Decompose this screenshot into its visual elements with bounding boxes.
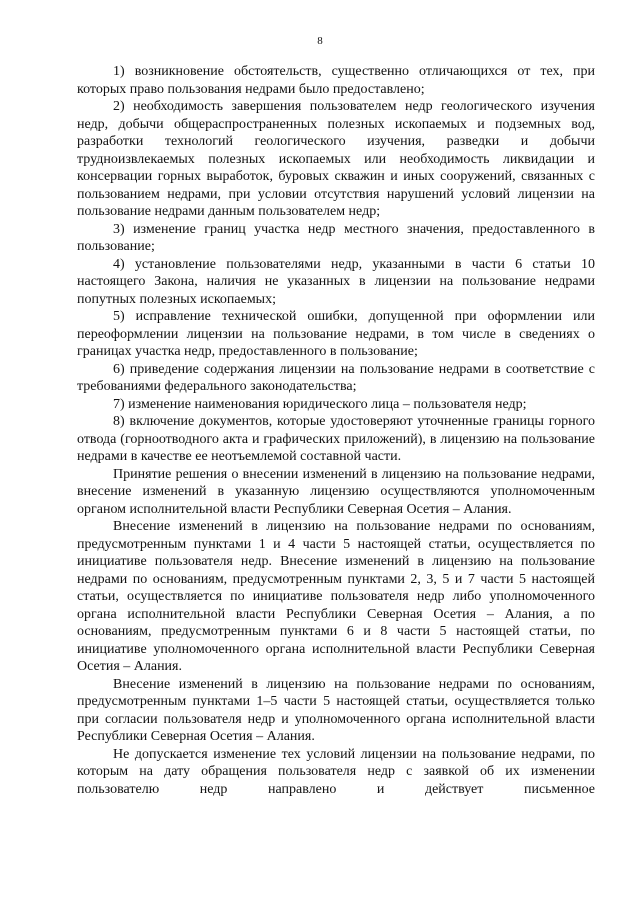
paragraph-initiative: Внесение изменений в лицензию на пользование недрами по основаниям, предусмотренным пунктами 1 и 4 части 5 настоящей статьи, осуществляется по инициативе пользователя недр. Внесение изменений в лицензию на пользование недрами по основаниям, предусмотренным пунктами 2, 3, 5 и 7 части 5 настоящей статьи, осуществляется по инициативе пользователя недр либо уполномоченного органа исполнительной власти Республики Северная Осетия – Алания, а по основаниям, предусмотренным пунктами 6 и 8 части 5 настоящей статьи, по инициативе уполномоченного органа исполнительной власти Республики Северная Осетия – Алания. bbox=[77, 519, 595, 674]
paragraph-item-7: 7) изменение наименования юридического лица – пользователя недр; bbox=[113, 396, 527, 412]
paragraph-item-3: 3) изменение границ участка недр местного значения, предоставленного в пользование; bbox=[77, 221, 595, 254]
paragraph-prohibition: Не допускается изменение тех условий лицензии на пользование недрами, по которым на дату обращения пользователя недр с заявкой об их изменении пользователю недр направлено и действует письменное bbox=[77, 746, 595, 797]
document-body bbox=[77, 63, 595, 798]
paragraph-item-8: 8) включение документов, которые удостоверяют уточненные границы горного отвода (горноотводного акта и графических приложений), в лицензию на пользование недрами в качестве ее неотъемлемой составной части. bbox=[77, 414, 595, 464]
paragraph-item-5: 5) исправление технической ошибки, допущенной при оформлении или переоформлении лицензии на пользование недрами, в том числе в сведениях о границах участка недр, предоставленного в пользование; bbox=[77, 309, 595, 359]
paragraph-item-2: 2) необходимость завершения пользователем недр геологического изучения недр, добычи общераспространенных полезных ископаемых и подземных вод, разработки технологий геологического изучения, разведки и добычи трудноизвлекаемых полезных ископаемых или необходимость ликвидации и консервации горных выработок, буровых скважин и иных сооружений, связанных с пользованием недрами, при условии отсутствия нарушений условий лицензии на пользование недрами данным пользователем недр; bbox=[77, 99, 595, 219]
paragraph-item-6: 6) приведение содержания лицензии на пользование недрами в соответствие с требованиями федерального законодательства; bbox=[77, 361, 595, 394]
paragraph-item-4: 4) установление пользователями недр, указанными в части 6 статьи 10 настоящего Закона, наличия не указанных в лицензии на пользование недрами попутных полезных ископаемых; bbox=[77, 256, 595, 307]
page-number: 8 bbox=[317, 35, 323, 47]
paragraph-consent: Внесение изменений в лицензию на пользование недрами по основаниям, предусмотренным пунктами 1–5 части 5 настоящей статьи, осуществляется только при согласии пользователя недр и уполномоченного органа исполнительной власти Республики Северная Осетия – Алания. bbox=[77, 676, 595, 744]
paragraph-item-1: 1) возникновение обстоятельств, существенно отличающихся от тех, при которых право пользования недрами было предоставлено; bbox=[77, 64, 595, 97]
paragraph-decision: Принятие решения о внесении изменений в лицензию на пользование недрами, внесение изменений в указанную лицензию осуществляются уполномоченным органом исполнительной власти Республики Северная Осетия – Алания. bbox=[77, 466, 595, 517]
